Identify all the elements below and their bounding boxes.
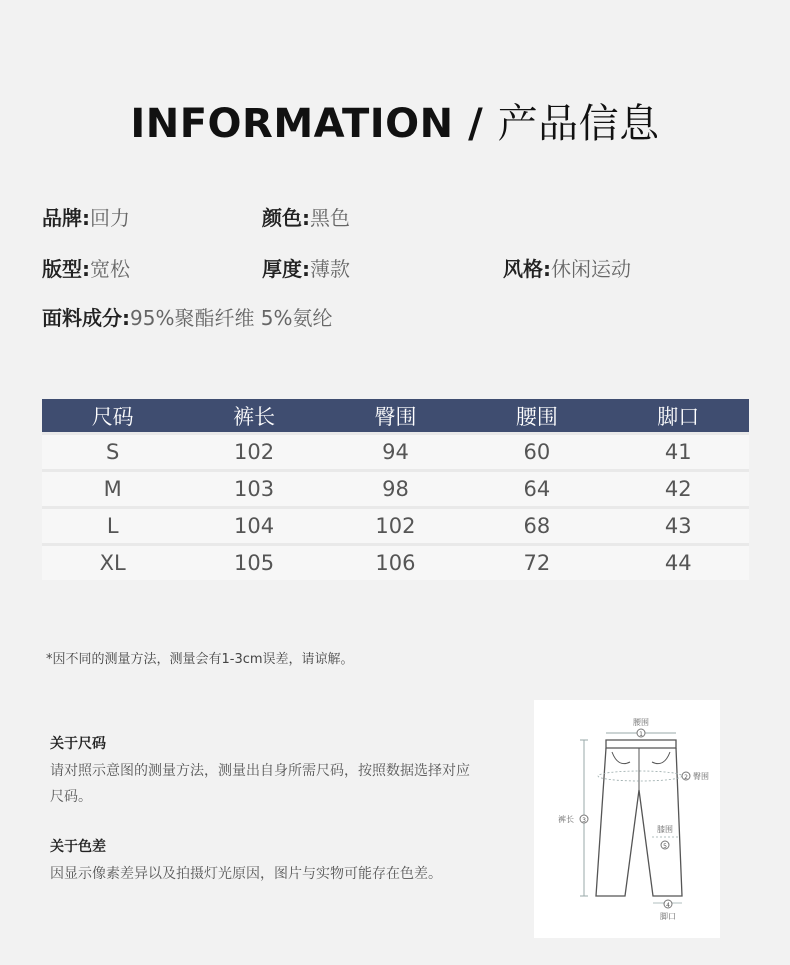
info-fabric-value: 95%聚酯纤维 5%氨纶 xyxy=(130,306,333,330)
table-cell: 43 xyxy=(608,508,749,545)
info-brand-label: 品牌: xyxy=(42,206,90,230)
table-row xyxy=(42,434,749,471)
info-color-label: 颜色: xyxy=(262,206,310,230)
info-color xyxy=(262,202,350,231)
table-cell: S xyxy=(42,434,183,471)
table-cell: 104 xyxy=(183,508,324,545)
header-hem: 脚口 xyxy=(608,399,749,434)
info-fabric xyxy=(42,302,333,331)
size-table-header-row xyxy=(42,399,749,434)
size-table xyxy=(42,399,749,580)
waist-marker-num: 1 xyxy=(639,731,643,738)
table-cell: 106 xyxy=(325,545,466,581)
table-cell: 98 xyxy=(325,471,466,508)
hip-measure-ellipse xyxy=(598,771,682,781)
table-cell: 68 xyxy=(466,508,607,545)
header-size: 尺码 xyxy=(42,399,183,434)
table-row xyxy=(42,471,749,508)
page-title xyxy=(0,92,790,149)
hip-marker-num: 2 xyxy=(684,774,688,781)
header-length: 裤长 xyxy=(183,399,324,434)
header-waist: 腰围 xyxy=(466,399,607,434)
info-thickness xyxy=(262,253,350,282)
table-cell: 41 xyxy=(608,434,749,471)
info-fabric-label: 面料成分: xyxy=(42,306,130,330)
title-en: INFORMATION xyxy=(130,101,454,147)
knee-marker-num: 5 xyxy=(663,843,667,850)
info-brand xyxy=(42,202,130,231)
measurement-note: *因不同的测量方法，测量会有1-3cm误差，请谅解。 xyxy=(46,652,354,667)
header-hip: 臀围 xyxy=(325,399,466,434)
table-cell: 94 xyxy=(325,434,466,471)
info-color-value: 黑色 xyxy=(310,206,350,230)
hem-label: 脚口 xyxy=(660,912,676,921)
pants-measurement-diagram xyxy=(534,700,720,938)
table-cell: M xyxy=(42,471,183,508)
info-fit-label: 版型: xyxy=(42,257,90,281)
info-brand-value: 回力 xyxy=(90,206,130,230)
table-row xyxy=(42,508,749,545)
hem-marker-num: 4 xyxy=(666,902,670,909)
waist-label: 腰围 xyxy=(633,718,649,727)
info-thickness-label: 厚度: xyxy=(262,257,310,281)
about-size-text: 请对照示意图的测量方法，测量出自身所需尺码，按照数据选择对应尺码。 xyxy=(50,763,470,805)
table-row xyxy=(42,545,749,581)
table-cell: 44 xyxy=(608,545,749,581)
about-color-heading: 关于色差 xyxy=(50,839,106,855)
table-cell: L xyxy=(42,508,183,545)
table-cell: 105 xyxy=(183,545,324,581)
hip-label: 臀围 xyxy=(693,772,709,781)
info-style xyxy=(503,253,631,282)
info-fit-value: 宽松 xyxy=(90,257,130,281)
table-cell: 64 xyxy=(466,471,607,508)
table-cell: XL xyxy=(42,545,183,581)
info-fit xyxy=(42,253,130,282)
table-cell: 72 xyxy=(466,545,607,581)
title-separator: / xyxy=(453,101,498,147)
waistband-shape xyxy=(606,740,676,748)
table-cell: 42 xyxy=(608,471,749,508)
length-marker-num: 3 xyxy=(582,817,586,824)
about-color-text: 因显示像素差异以及拍摄灯光原因，图片与实物可能存在色差。 xyxy=(50,866,442,882)
table-cell: 103 xyxy=(183,471,324,508)
info-style-value: 休闲运动 xyxy=(551,257,631,281)
right-pocket-shape xyxy=(652,752,670,764)
info-thickness-value: 薄款 xyxy=(310,257,350,281)
about-size-heading: 关于尺码 xyxy=(50,736,106,752)
left-pocket-shape xyxy=(612,752,630,764)
pants-diagram-svg xyxy=(534,700,720,938)
length-label: 裤长 xyxy=(558,815,574,824)
title-cn: 产品信息 xyxy=(497,101,660,147)
table-cell: 102 xyxy=(183,434,324,471)
table-cell: 60 xyxy=(466,434,607,471)
knee-label: 膝围 xyxy=(657,825,673,834)
table-cell: 102 xyxy=(325,508,466,545)
info-style-label: 风格: xyxy=(503,257,551,281)
